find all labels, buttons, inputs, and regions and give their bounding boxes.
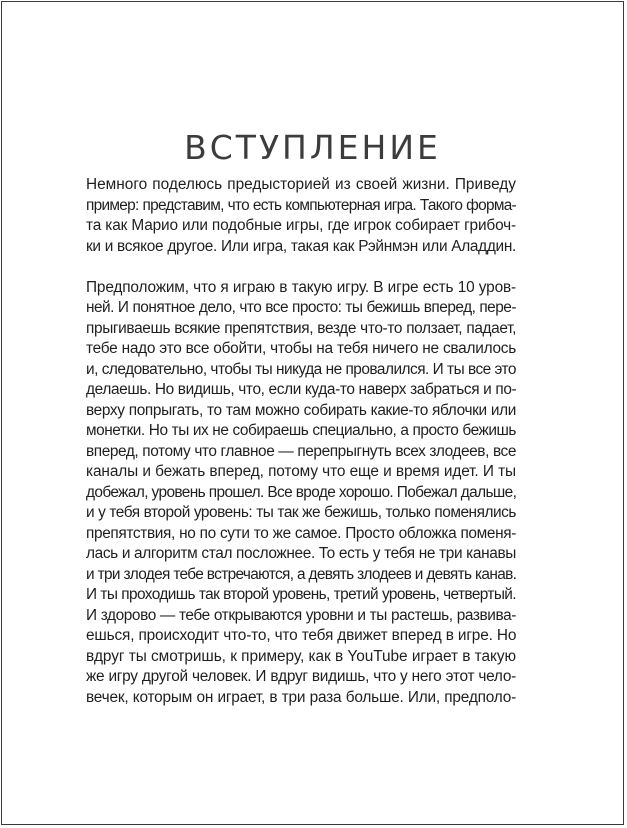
text-line: вдруг ты смотришь, к примеру, как в YouTube играет в такую — [86, 647, 516, 665]
text-line: Предположим, что я играю в такую игру. В игре есть 10 уров- — [86, 278, 516, 296]
text-line: тебе надо это все обойти, чтобы на тебя ничего не свалилось — [86, 340, 516, 357]
chapter-title: ВСТУПЛЕНИЕ — [184, 128, 441, 167]
text-line: прыгиваешь всякие препятствия, везде что-то ползает, падает, — [86, 319, 516, 337]
text-line: И ты проходишь так второй уровень, третий уровень, четвертый. — [86, 586, 516, 603]
text-line: ней. И понятное дело, что все просто: ты бежишь вперед, пере- — [86, 299, 516, 316]
text-line: вперед, потому что главное — перепрыгнуть всех злодеев, все — [86, 442, 516, 460]
text-line: препятствия, но по сути то же самое. Просто обложка поменя- — [86, 524, 516, 542]
text-line: та как Марио или подобные игры, где игрок собирает грибоч- — [86, 217, 516, 234]
book-page — [1, 1, 624, 825]
paragraph-2 — [86, 278, 516, 709]
text-line: добежал, уровень прошел. Все вроде хорошо. Побежал дальше, — [86, 483, 517, 501]
text-line: же игру другой человек. И вдруг видишь, что у него этот чело- — [86, 668, 516, 685]
text-line: ки и всякое другое. Или игра, такая как Рэйнмэн или Аладдин. — [86, 237, 516, 255]
text-line: пример: представим, что есть компьютерная игра. Такого форма- — [86, 196, 516, 214]
text-line: и три злодея тебе встречаются, а девять злодеев и девять канав. — [86, 565, 517, 583]
text-line: и у тебя второй уровень: ты так же бежишь, только поменялись — [86, 504, 516, 521]
text-line: вечек, которым он играет, в три раза больше. Или, предполо- — [86, 688, 516, 706]
paragraph-1 — [86, 175, 516, 257]
text-line: делаешь. Но видишь, что, если куда-то наверх забраться и по- — [86, 381, 517, 398]
text-line: лась и алгоритм стал посложнее. То есть у тебя не три канавы — [86, 545, 516, 562]
text-line: верху попрыгать, то там можно собирать какие-то яблочки или — [86, 401, 516, 419]
text-line: Немного поделюсь предысторией из своей жизни. Приведу — [86, 176, 516, 193]
text-line: ешься, происходит что-то, что тебя движет вперед в игре. Но — [86, 627, 517, 644]
text-line: И здорово — тебе открываются уровни и ты растешь, развива- — [86, 606, 516, 624]
text-line: монетки. Но ты их не собираешь специально, а просто бежишь — [86, 422, 516, 439]
text-line: каналы и бежать вперед, потому что еще и время идет. И ты — [86, 463, 516, 480]
chapter-body — [86, 175, 516, 708]
text-line: и, следовательно, чтобы ты никуда не провалился. И ты все это — [86, 360, 516, 378]
